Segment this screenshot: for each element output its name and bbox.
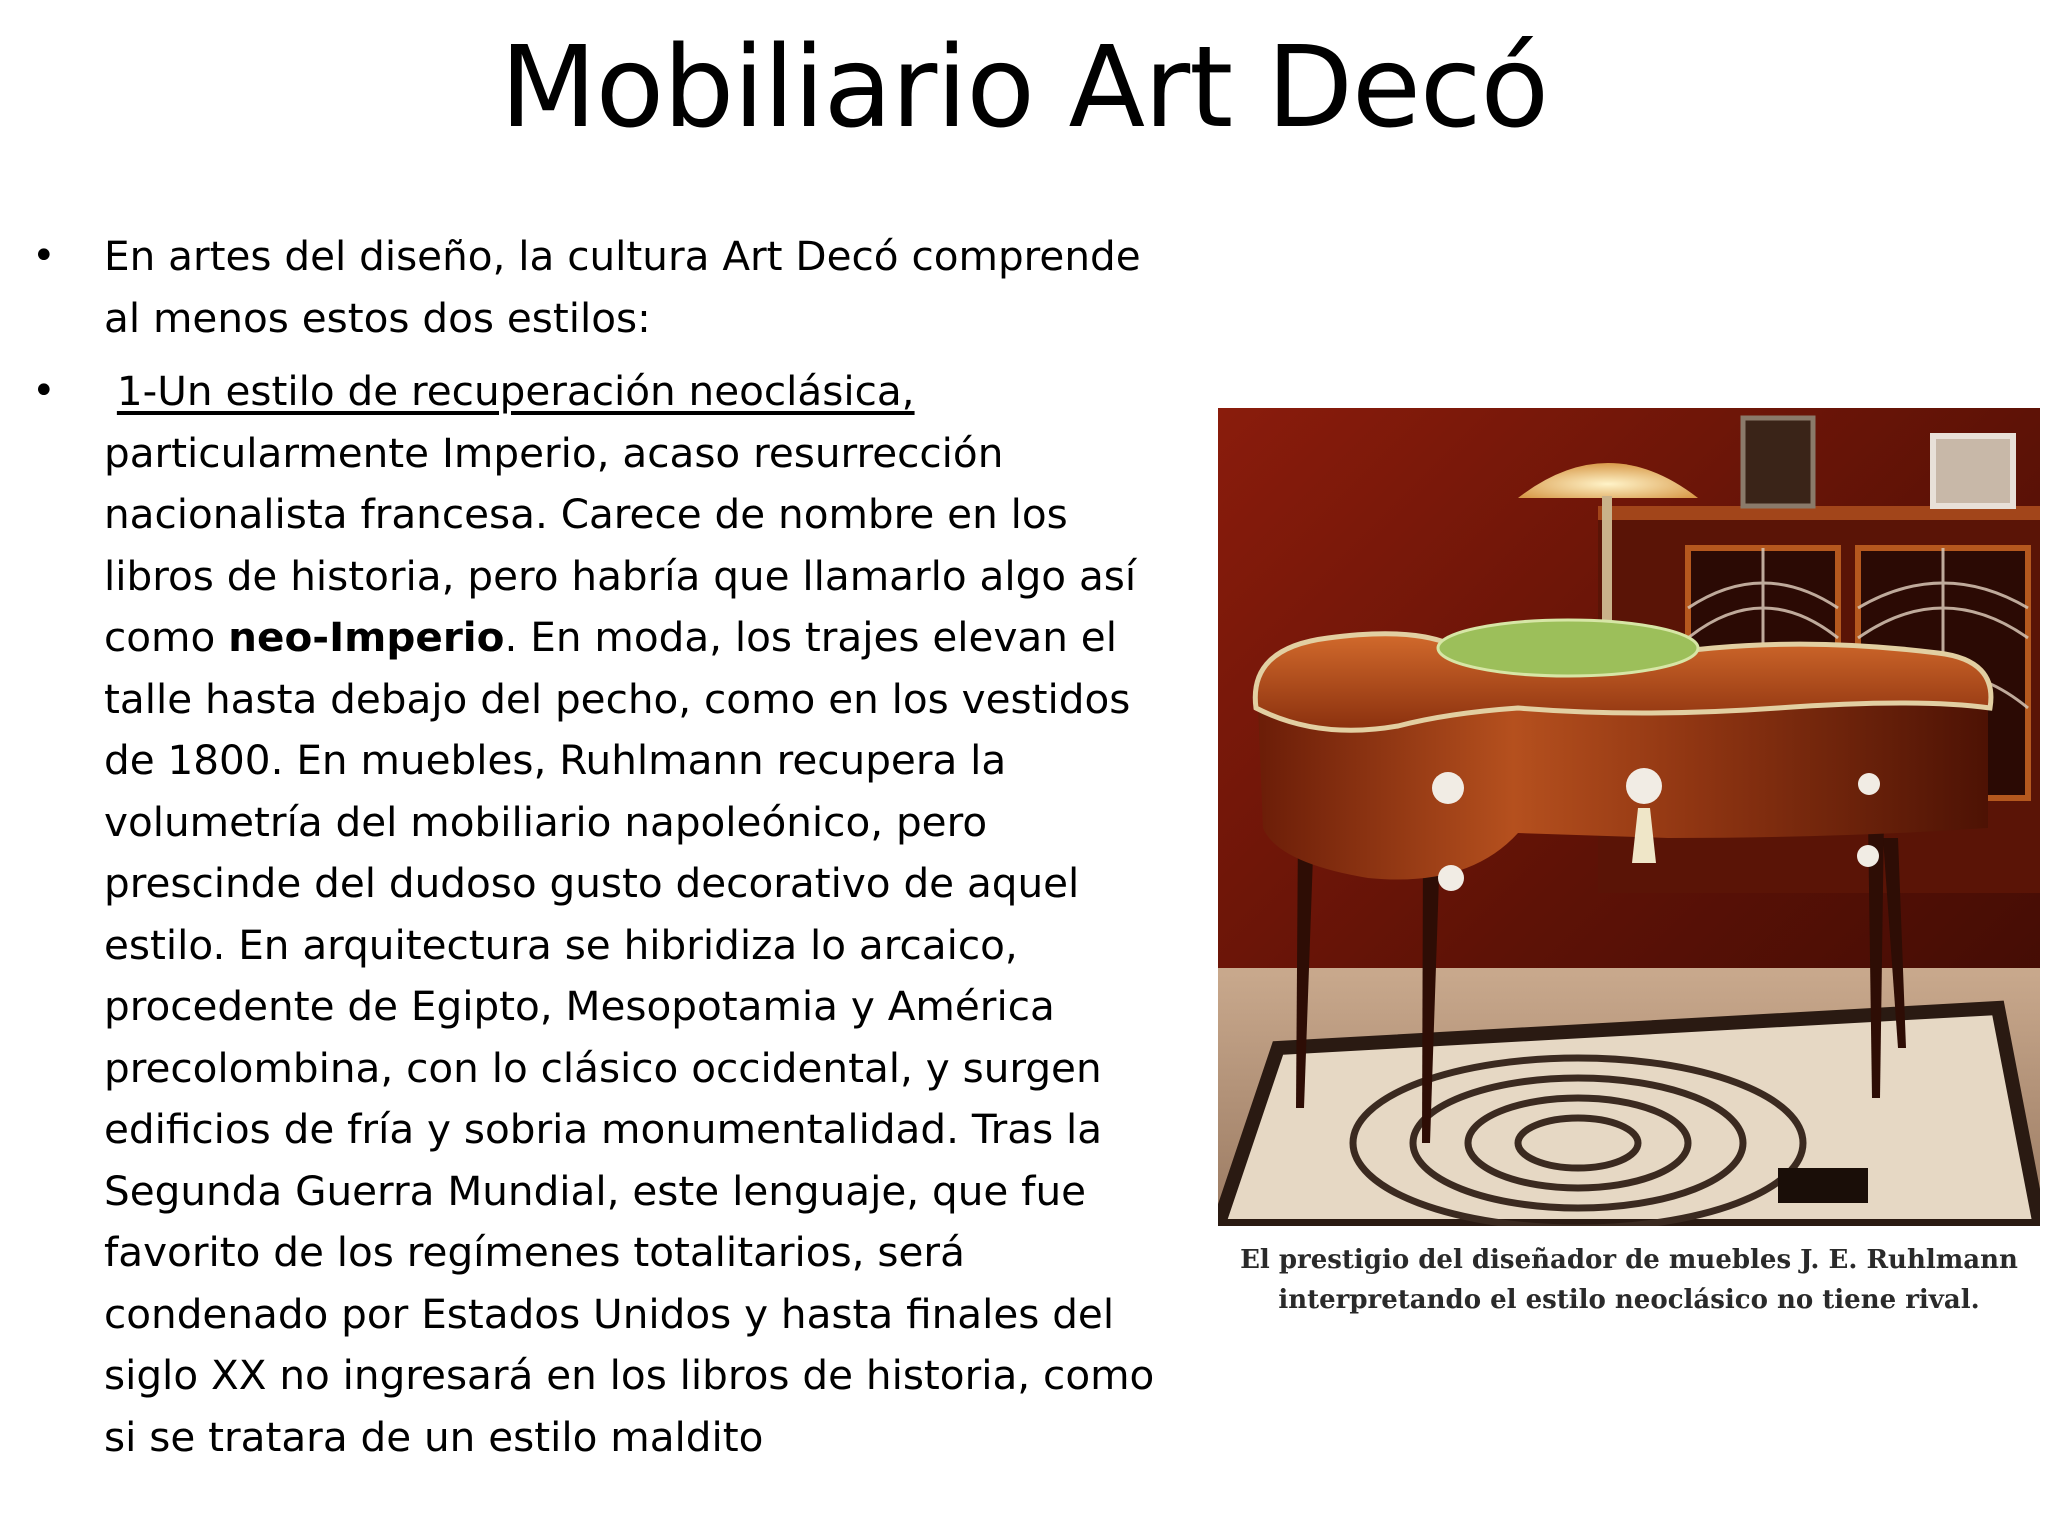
caption-line: El prestigio del diseñador de muebles J. E. Ruhlmann — [1240, 1245, 2018, 1275]
drawer-knob — [1858, 773, 1880, 795]
drawer-knob — [1626, 768, 1662, 804]
bullet-text-part: particularmente Imperio, acaso resurrección nacionalista francesa. Carece de nombre en los libros de historia, pero habría que llamarlo algo así como — [104, 428, 1137, 661]
bullet-item — [20, 361, 1180, 1468]
bullet-dot-icon: • — [32, 233, 56, 279]
bullet-text — [104, 367, 1154, 1461]
picture-frame — [1743, 418, 1813, 506]
rug — [1218, 1008, 2040, 1226]
desk-inlay — [1438, 620, 1698, 676]
caption-line: interpretando el estilo neoclásico no tiene rival. — [1278, 1285, 1980, 1315]
slide-title: Mobiliario Art Decó — [500, 23, 1548, 153]
figure-caption — [1218, 1240, 2040, 1320]
ruhlmann-desk-photo — [1218, 408, 2040, 1226]
bullet-text: En artes del diseño, la cultura Art Decó comprende al menos estos dos estilos: — [104, 232, 1141, 342]
bold-term: neo-Imperio — [228, 613, 505, 661]
desk-illustration — [1218, 408, 2040, 1226]
drawer-knob — [1432, 772, 1464, 804]
bullet-list — [20, 226, 1180, 1480]
underlined-heading: 1-Un estilo de recuperación neoclásica, — [116, 367, 915, 415]
picture-frame — [1933, 436, 2013, 506]
bullet-text-part: . En moda, los trajes elevan el talle hasta debajo del pecho, como en los vestidos de 1800. En muebles, Ruhlmann recupera la volumetría del mobiliario napoleónico, pero prescinde del dudoso gusto decorativo de aquel estilo. En arquitectura se hibridiza lo arcaico, procedente de Egipto, Mesopotamia y América precolombina, con lo clásico occidental, y surgen edificios de fría y sobria monumentalidad. Tras la Segunda Guerra Mundial, este lenguaje, que fue favorito de los regímenes totalitarios, será condenado por Estados Unidos y hasta finales del siglo XX no ingresará en los libros de historia, como si se tratara de un estilo maldito — [104, 613, 1155, 1461]
bullet-dot-icon: • — [32, 368, 56, 414]
drawer-knob — [1438, 865, 1464, 891]
drawer-knob — [1857, 845, 1879, 867]
bullet-item — [20, 226, 1180, 349]
